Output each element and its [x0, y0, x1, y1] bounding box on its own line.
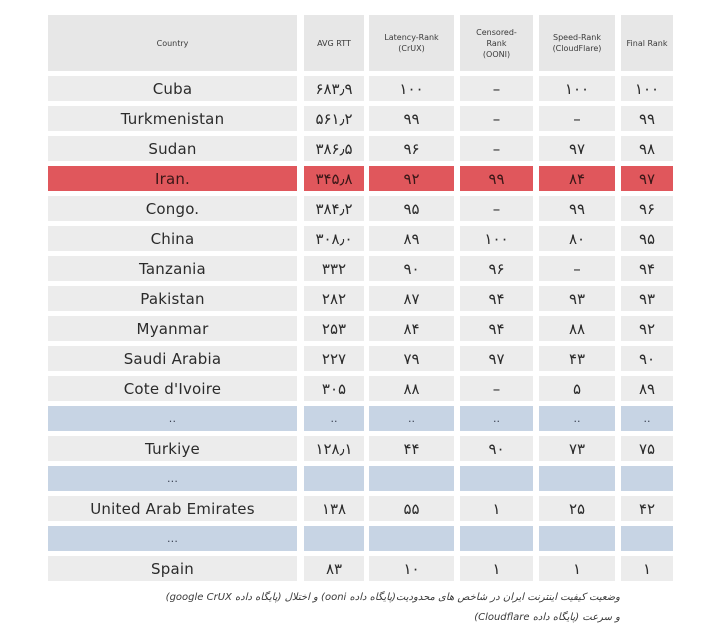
- country-cell: China: [48, 226, 297, 251]
- latency-rank-cell: ۸۷: [369, 286, 454, 311]
- speed-rank-cell: –: [539, 256, 615, 281]
- censored-rank-cell: ۹۷: [460, 346, 533, 371]
- censored-rank-cell: ۹۹: [460, 166, 533, 191]
- avg-rtt-cell: ۳۳۲: [304, 256, 364, 281]
- table-row: [48, 226, 699, 251]
- speed-rank-cell: ۱: [539, 556, 615, 581]
- avg-rtt-cell: ۲۸۲: [304, 286, 364, 311]
- table-row: [48, 436, 699, 461]
- header-censored-rank: Censored- Rank (OONI): [460, 15, 533, 71]
- final-rank-cell: ۹۷: [621, 166, 673, 191]
- latency-rank-cell: ۴۴: [369, 436, 454, 461]
- latency-rank-cell: [369, 526, 454, 551]
- country-cell: Turkiye: [48, 436, 297, 461]
- country-cell: Spain: [48, 556, 297, 581]
- country-cell: Tanzania: [48, 256, 297, 281]
- table-row: [48, 136, 699, 161]
- country-cell: Turkmenistan: [48, 106, 297, 131]
- final-rank-cell: ۹۵: [621, 226, 673, 251]
- table-row: [48, 166, 699, 191]
- latency-rank-cell: ۱۰۰: [369, 76, 454, 101]
- final-rank-cell: ۹۳: [621, 286, 673, 311]
- speed-rank-cell: ۲۵: [539, 496, 615, 521]
- table-row-ellipsis: [48, 466, 699, 491]
- avg-rtt-cell: ۳۰۸٫۰: [304, 226, 364, 251]
- avg-rtt-cell: [304, 466, 364, 491]
- country-cell: United Arab Emirates: [48, 496, 297, 521]
- speed-rank-cell: ..: [539, 406, 615, 431]
- latency-rank-cell: ۹۶: [369, 136, 454, 161]
- header-final-rank: Final Rank: [621, 15, 673, 71]
- censored-rank-cell: ۹۰: [460, 436, 533, 461]
- final-rank-cell: ۹۶: [621, 196, 673, 221]
- speed-rank-cell: ۹۷: [539, 136, 615, 161]
- table-row: [48, 76, 699, 101]
- country-cell: Cote d'Ivoire: [48, 376, 297, 401]
- country-cell: Iran.: [48, 166, 297, 191]
- header-country: Country: [48, 15, 297, 71]
- censored-rank-cell: [460, 466, 533, 491]
- speed-rank-cell: ۴۳: [539, 346, 615, 371]
- avg-rtt-cell: ۲۲۷: [304, 346, 364, 371]
- header-speed-rank: Speed-Rank (CloudFlare): [539, 15, 615, 71]
- avg-rtt-cell: ۱۳۸: [304, 496, 364, 521]
- censored-rank-cell: –: [460, 196, 533, 221]
- speed-rank-cell: [539, 526, 615, 551]
- final-rank-cell: ۹۴: [621, 256, 673, 281]
- avg-rtt-cell: ۶۸۳٫۹: [304, 76, 364, 101]
- avg-rtt-cell: [304, 526, 364, 551]
- speed-rank-cell: ۸۰: [539, 226, 615, 251]
- ranking-table: [48, 15, 699, 581]
- censored-rank-cell: ..: [460, 406, 533, 431]
- table-header: [48, 15, 699, 71]
- censored-rank-cell: –: [460, 376, 533, 401]
- country-cell: Myanmar: [48, 316, 297, 341]
- latency-rank-cell: ۸۸: [369, 376, 454, 401]
- censored-rank-cell: ۱۰۰: [460, 226, 533, 251]
- final-rank-cell: ۹۹: [621, 106, 673, 131]
- latency-rank-cell: ۹۵: [369, 196, 454, 221]
- latency-rank-cell: ۱۰: [369, 556, 454, 581]
- avg-rtt-cell: ۵۶۱٫۲: [304, 106, 364, 131]
- final-rank-cell: ۹۲: [621, 316, 673, 341]
- latency-rank-cell: [369, 466, 454, 491]
- censored-rank-cell: ۹۴: [460, 316, 533, 341]
- censored-rank-cell: ۹۶: [460, 256, 533, 281]
- avg-rtt-cell: ۱۲۸٫۱: [304, 436, 364, 461]
- final-rank-cell: ۹۸: [621, 136, 673, 161]
- table-row-ellipsis: [48, 406, 699, 431]
- avg-rtt-cell: ۳۰۵: [304, 376, 364, 401]
- speed-rank-cell: –: [539, 106, 615, 131]
- caption-line-2: و سرعت (پایگاه داده Cloudflare): [474, 612, 620, 623]
- final-rank-cell: ۴۲: [621, 496, 673, 521]
- table-row-ellipsis: [48, 526, 699, 551]
- country-cell: ...: [48, 466, 297, 491]
- table-row: [48, 376, 699, 401]
- latency-rank-cell: ۹۹: [369, 106, 454, 131]
- censored-rank-cell: ۹۴: [460, 286, 533, 311]
- final-rank-cell: ۱۰۰: [621, 76, 673, 101]
- final-rank-cell: ..: [621, 406, 673, 431]
- speed-rank-cell: ۹۳: [539, 286, 615, 311]
- caption-line-1: وضعیت کیفیت اینترنت ایران در شاخص های محدودیت(پایگاه داده ooni) و اختلال (پایگاه داده google CrUX): [165, 592, 620, 603]
- avg-rtt-cell: ۳۴۵٫۸: [304, 166, 364, 191]
- country-cell: Congo.: [48, 196, 297, 221]
- censored-rank-cell: ۱: [460, 556, 533, 581]
- speed-rank-cell: [539, 466, 615, 491]
- latency-rank-cell: ۷۹: [369, 346, 454, 371]
- censored-rank-cell: –: [460, 76, 533, 101]
- censored-rank-cell: –: [460, 136, 533, 161]
- latency-rank-cell: ۸۴: [369, 316, 454, 341]
- table-caption: [100, 588, 620, 628]
- country-cell: Pakistan: [48, 286, 297, 311]
- latency-rank-cell: ۵۵: [369, 496, 454, 521]
- avg-rtt-cell: ۲۵۳: [304, 316, 364, 341]
- table-row: [48, 196, 699, 221]
- final-rank-cell: ۱: [621, 556, 673, 581]
- speed-rank-cell: ۸۴: [539, 166, 615, 191]
- final-rank-cell: ۷۵: [621, 436, 673, 461]
- censored-rank-cell: –: [460, 106, 533, 131]
- final-rank-cell: [621, 466, 673, 491]
- country-cell: ...: [48, 526, 297, 551]
- table-row: [48, 496, 699, 521]
- censored-rank-cell: [460, 526, 533, 551]
- avg-rtt-cell: ..: [304, 406, 364, 431]
- speed-rank-cell: ۵: [539, 376, 615, 401]
- speed-rank-cell: ۹۹: [539, 196, 615, 221]
- country-cell: Sudan: [48, 136, 297, 161]
- speed-rank-cell: ۸۸: [539, 316, 615, 341]
- speed-rank-cell: ۷۳: [539, 436, 615, 461]
- latency-rank-cell: ۸۹: [369, 226, 454, 251]
- final-rank-cell: ۸۹: [621, 376, 673, 401]
- latency-rank-cell: ۹۰: [369, 256, 454, 281]
- table-row: [48, 316, 699, 341]
- speed-rank-cell: ۱۰۰: [539, 76, 615, 101]
- header-avg-rtt: AVG RTT: [304, 15, 364, 71]
- latency-rank-cell: ۹۲: [369, 166, 454, 191]
- final-rank-cell: ۹۰: [621, 346, 673, 371]
- avg-rtt-cell: ۸۳: [304, 556, 364, 581]
- final-rank-cell: [621, 526, 673, 551]
- country-cell: Cuba: [48, 76, 297, 101]
- header-latency-rank: Latency-Rank (CrUX): [369, 15, 454, 71]
- table-row: [48, 106, 699, 131]
- table-row: [48, 256, 699, 281]
- country-cell: ..: [48, 406, 297, 431]
- censored-rank-cell: ۱: [460, 496, 533, 521]
- table-row: [48, 556, 699, 581]
- latency-rank-cell: ..: [369, 406, 454, 431]
- avg-rtt-cell: ۳۸۶٫۵: [304, 136, 364, 161]
- table-row: [48, 346, 699, 371]
- table-row: [48, 286, 699, 311]
- country-cell: Saudi Arabia: [48, 346, 297, 371]
- table-body: [48, 76, 699, 581]
- avg-rtt-cell: ۳۸۴٫۲: [304, 196, 364, 221]
